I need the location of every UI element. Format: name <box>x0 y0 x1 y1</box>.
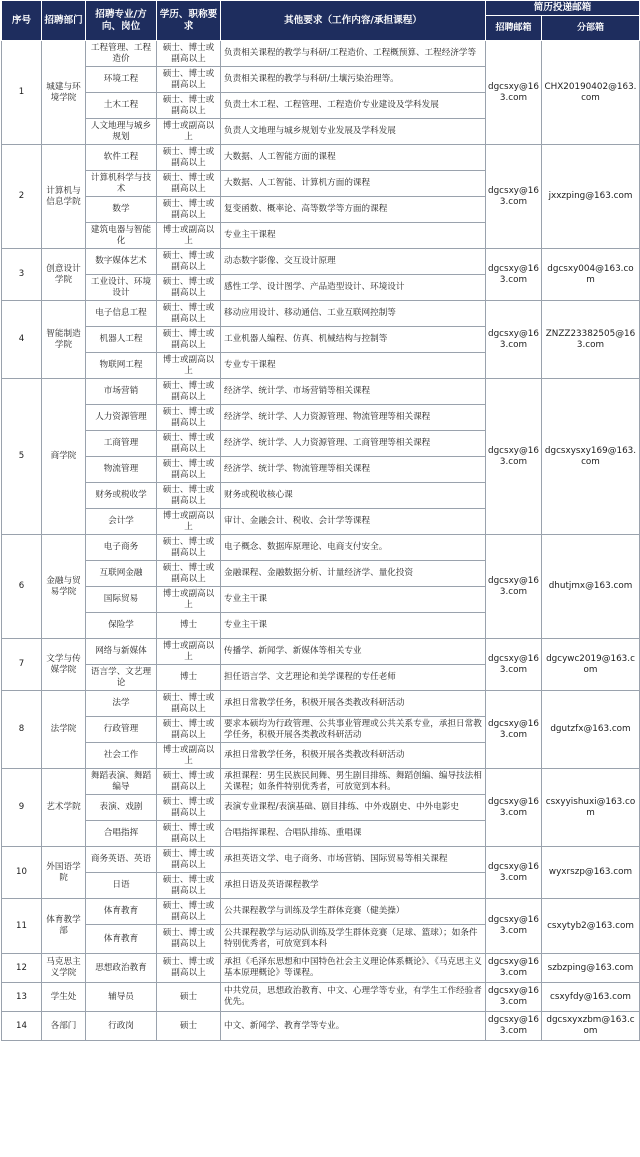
branch-email: dhutjmx@163.com <box>542 535 640 639</box>
recruit-email: dgcsxy@163.com <box>486 691 542 769</box>
branch-email: jxxzping@163.com <box>542 145 640 249</box>
major-cell: 数字媒体艺术 <box>86 249 157 275</box>
degree-cell: 硕士、博士或副高以上 <box>157 249 221 275</box>
degree-cell: 博士或副高以上 <box>157 223 221 249</box>
degree-cell: 硕士、博士或副高以上 <box>157 457 221 483</box>
degree-cell: 硕士、博士或副高以上 <box>157 954 221 983</box>
major-cell: 社会工作 <box>86 743 157 769</box>
branch-email: wyxrszp@163.com <box>542 847 640 899</box>
requirements-cell: 金融课程、金融数据分析、计量经济学、量化投资 <box>221 561 486 587</box>
major-cell: 体育教育 <box>86 899 157 925</box>
department-name: 各部门 <box>42 1012 86 1041</box>
degree-cell: 硕士、博士或副高以上 <box>157 899 221 925</box>
recruitment-table <box>1 0 640 1041</box>
requirements-cell: 负责土木工程、工程管理、工程造价专业建设及学科发展 <box>221 93 486 119</box>
major-cell: 表演、戏剧 <box>86 795 157 821</box>
row-number: 14 <box>2 1012 42 1041</box>
degree-cell: 硕士、博士或副高以上 <box>157 405 221 431</box>
requirements-cell: 负责人文地理与城乡规划专业发展及学科发展 <box>221 119 486 145</box>
degree-cell: 硕士、博士或副高以上 <box>157 821 221 847</box>
degree-cell: 博士或副高以上 <box>157 119 221 145</box>
table-body <box>2 41 640 1041</box>
degree-cell: 硕士、博士或副高以上 <box>157 691 221 717</box>
branch-email: csxyyishuxi@163.com <box>542 769 640 847</box>
table-row <box>2 301 640 327</box>
table-row <box>2 847 640 873</box>
recruit-email: dgcsxy@163.com <box>486 535 542 639</box>
major-cell: 会计学 <box>86 509 157 535</box>
table-row <box>2 899 640 925</box>
department-name: 学生处 <box>42 983 86 1012</box>
major-cell: 保险学 <box>86 613 157 639</box>
header-email-group: 简历投递邮箱 <box>486 1 640 16</box>
degree-cell: 博士或副高以上 <box>157 353 221 379</box>
table-row <box>2 249 640 275</box>
department-name: 文学与传媒学院 <box>42 639 86 691</box>
table-row <box>2 535 640 561</box>
degree-cell: 硕士、博士或副高以上 <box>157 431 221 457</box>
requirements-cell: 公共课程教学与运动队训练及学生群体竞赛（足球、篮球）；如条件特别优秀者，可放宽到本科 <box>221 925 486 954</box>
major-cell: 物联网工程 <box>86 353 157 379</box>
recruit-email: dgcsxy@163.com <box>486 249 542 301</box>
major-cell: 工程管理、工程造价 <box>86 41 157 67</box>
major-cell: 工业设计、环境设计 <box>86 275 157 301</box>
department-name: 艺术学院 <box>42 769 86 847</box>
header-major: 招聘专业/方向、岗位 <box>86 1 157 41</box>
degree-cell: 硕士、博士或副高以上 <box>157 925 221 954</box>
requirements-cell: 大数据、人工智能、计算机方面的课程 <box>221 171 486 197</box>
row-number: 13 <box>2 983 42 1012</box>
requirements-cell: 承担日语及英语课程教学 <box>221 873 486 899</box>
degree-cell: 硕士、博士或副高以上 <box>157 873 221 899</box>
row-number: 2 <box>2 145 42 249</box>
table-row <box>2 41 640 67</box>
major-cell: 语言学、文艺理论 <box>86 665 157 691</box>
requirements-cell: 专业主干课 <box>221 587 486 613</box>
degree-cell: 博士或副高以上 <box>157 743 221 769</box>
row-number: 12 <box>2 954 42 983</box>
major-cell: 辅导员 <box>86 983 157 1012</box>
requirements-cell: 传播学、新闻学、新媒体等相关专业 <box>221 639 486 665</box>
department-name: 马克思主义学院 <box>42 954 86 983</box>
table-row <box>2 983 640 1012</box>
table-row <box>2 769 640 795</box>
major-cell: 机器人工程 <box>86 327 157 353</box>
requirements-cell: 公共课程教学与训练及学生群体竞赛（健美操） <box>221 899 486 925</box>
degree-cell: 博士或副高以上 <box>157 587 221 613</box>
requirements-cell: 合唱指挥课程、合唱队排练、重唱课 <box>221 821 486 847</box>
degree-cell: 硕士、博士或副高以上 <box>157 483 221 509</box>
table-row <box>2 145 640 171</box>
requirements-cell: 承担日常教学任务，积极开展各类教改科研活动 <box>221 691 486 717</box>
major-cell: 计算机科学与技术 <box>86 171 157 197</box>
department-name: 商学院 <box>42 379 86 535</box>
row-number: 7 <box>2 639 42 691</box>
branch-email: dgcywc2019@163.com <box>542 639 640 691</box>
department-name: 智能制造学院 <box>42 301 86 379</box>
major-cell: 人文地理与城乡规划 <box>86 119 157 145</box>
department-name: 体育教学部 <box>42 899 86 954</box>
degree-cell: 博士或副高以上 <box>157 509 221 535</box>
recruit-email: dgcsxy@163.com <box>486 983 542 1012</box>
degree-cell: 硕士、博士或副高以上 <box>157 847 221 873</box>
row-number: 11 <box>2 899 42 954</box>
requirements-cell: 担任语言学、文艺理论和美学课程的专任老师 <box>221 665 486 691</box>
degree-cell: 硕士、博士或副高以上 <box>157 145 221 171</box>
requirements-cell: 负责相关课程的教学与科研/工程造价、工程概预算、工程经济学等 <box>221 41 486 67</box>
branch-email: csxyfdy@163.com <box>542 983 640 1012</box>
requirements-cell: 负责相关课程的教学与科研/土壤污染治理等。 <box>221 67 486 93</box>
recruit-email: dgcsxy@163.com <box>486 954 542 983</box>
row-number: 4 <box>2 301 42 379</box>
department-name: 计算机与信息学院 <box>42 145 86 249</box>
major-cell: 财务或税收学 <box>86 483 157 509</box>
recruit-email: dgcsxy@163.com <box>486 301 542 379</box>
degree-cell: 硕士、博士或副高以上 <box>157 795 221 821</box>
department-name: 创意设计学院 <box>42 249 86 301</box>
requirements-cell: 中共党员，思想政治教育、中文、心理学等专业，有学生工作经验者优先。 <box>221 983 486 1012</box>
major-cell: 行政岗 <box>86 1012 157 1041</box>
requirements-cell: 专业主干课 <box>221 613 486 639</box>
degree-cell: 硕士、博士或副高以上 <box>157 717 221 743</box>
major-cell: 软件工程 <box>86 145 157 171</box>
degree-cell: 硕士、博士或副高以上 <box>157 41 221 67</box>
degree-cell: 博士 <box>157 613 221 639</box>
major-cell: 电子商务 <box>86 535 157 561</box>
branch-email: CHX20190402@163.com <box>542 41 640 145</box>
header-recruit-email: 招聘邮箱 <box>486 16 542 41</box>
major-cell: 人力资源管理 <box>86 405 157 431</box>
header-degree: 学历、职称要求 <box>157 1 221 41</box>
requirements-cell: 审计、金融会计、税收、会计学等课程 <box>221 509 486 535</box>
requirements-cell: 专业主干课程 <box>221 223 486 249</box>
department-name: 金融与贸易学院 <box>42 535 86 639</box>
major-cell: 市场营销 <box>86 379 157 405</box>
table-row <box>2 691 640 717</box>
major-cell: 数学 <box>86 197 157 223</box>
row-number: 6 <box>2 535 42 639</box>
department-name: 城建与环境学院 <box>42 41 86 145</box>
recruit-email: dgcsxy@163.com <box>486 847 542 899</box>
recruit-email: dgcsxy@163.com <box>486 145 542 249</box>
major-cell: 电子信息工程 <box>86 301 157 327</box>
degree-cell: 硕士、博士或副高以上 <box>157 197 221 223</box>
table-row <box>2 954 640 983</box>
major-cell: 工商管理 <box>86 431 157 457</box>
degree-cell: 硕士、博士或副高以上 <box>157 301 221 327</box>
degree-cell: 博士 <box>157 665 221 691</box>
header-no: 序号 <box>2 1 42 41</box>
recruit-email: dgcsxy@163.com <box>486 41 542 145</box>
degree-cell: 硕士、博士或副高以上 <box>157 67 221 93</box>
major-cell: 环境工程 <box>86 67 157 93</box>
row-number: 5 <box>2 379 42 535</box>
degree-cell: 硕士、博士或副高以上 <box>157 561 221 587</box>
row-number: 10 <box>2 847 42 899</box>
major-cell: 思想政治教育 <box>86 954 157 983</box>
major-cell: 体育教育 <box>86 925 157 954</box>
requirements-cell: 动态数字影像、交互设计原理 <box>221 249 486 275</box>
degree-cell: 硕士 <box>157 983 221 1012</box>
degree-cell: 硕士、博士或副高以上 <box>157 171 221 197</box>
recruit-email: dgcsxy@163.com <box>486 1012 542 1041</box>
header-branch-email: 分部箱 <box>542 16 640 41</box>
department-name: 外国语学院 <box>42 847 86 899</box>
requirements-cell: 经济学、统计学、人力资源管理、物流管理等相关课程 <box>221 405 486 431</box>
degree-cell: 硕士、博士或副高以上 <box>157 535 221 561</box>
degree-cell: 硕士、博士或副高以上 <box>157 769 221 795</box>
branch-email: ZNZZ23382505@163.com <box>542 301 640 379</box>
row-number: 8 <box>2 691 42 769</box>
branch-email: dgcsxysxy169@163.com <box>542 379 640 535</box>
recruit-email: dgcsxy@163.com <box>486 379 542 535</box>
row-number: 3 <box>2 249 42 301</box>
major-cell: 合唱指挥 <box>86 821 157 847</box>
degree-cell: 硕士、博士或副高以上 <box>157 275 221 301</box>
table-row <box>2 639 640 665</box>
requirements-cell: 移动应用设计、移动通信、工业互联网控制等 <box>221 301 486 327</box>
requirements-cell: 承担课程：男生民族民间舞、男生剧目排练、舞蹈创编、编导技法相关课程；如条件特别优秀者，可放宽到本科。 <box>221 769 486 795</box>
major-cell: 日语 <box>86 873 157 899</box>
recruit-email: dgcsxy@163.com <box>486 769 542 847</box>
header-dept: 招聘部门 <box>42 1 86 41</box>
major-cell: 商务英语、英语 <box>86 847 157 873</box>
requirements-cell: 经济学、统计学、市场营销等相关课程 <box>221 379 486 405</box>
department-name: 法学院 <box>42 691 86 769</box>
requirements-cell: 财务或税收核心课 <box>221 483 486 509</box>
major-cell: 舞蹈表演、舞蹈编导 <box>86 769 157 795</box>
row-number: 9 <box>2 769 42 847</box>
degree-cell: 硕士 <box>157 1012 221 1041</box>
requirements-cell: 感性工学、设计图学、产品造型设计、环境设计 <box>221 275 486 301</box>
row-number: 1 <box>2 41 42 145</box>
table-row <box>2 379 640 405</box>
degree-cell: 硕士、博士或副高以上 <box>157 327 221 353</box>
recruit-email: dgcsxy@163.com <box>486 899 542 954</box>
major-cell: 互联网金融 <box>86 561 157 587</box>
major-cell: 土木工程 <box>86 93 157 119</box>
requirements-cell: 专业专干课程 <box>221 353 486 379</box>
branch-email: szbzping@163.com <box>542 954 640 983</box>
table-row <box>2 1012 640 1041</box>
branch-email: dgutzfx@163.com <box>542 691 640 769</box>
degree-cell: 硕士、博士或副高以上 <box>157 93 221 119</box>
requirements-cell: 复变函数、概率论、高等数学等方面的课程 <box>221 197 486 223</box>
requirements-cell: 承担日常教学任务，积极开展各类教改科研活动 <box>221 743 486 769</box>
requirements-cell: 大数据、人工智能方面的课程 <box>221 145 486 171</box>
degree-cell: 博士或副高以上 <box>157 639 221 665</box>
table-header <box>2 1 640 41</box>
requirements-cell: 要求本硕均为行政管理、公共事业管理或公共关系专业，承担日常教学任务，积极开展各类教改科研活动 <box>221 717 486 743</box>
major-cell: 法学 <box>86 691 157 717</box>
recruit-email: dgcsxy@163.com <box>486 639 542 691</box>
major-cell: 国际贸易 <box>86 587 157 613</box>
requirements-cell: 经济学、统计学、人力资源管理、工商管理等相关课程 <box>221 431 486 457</box>
branch-email: dgcsxyxzbm@163.com <box>542 1012 640 1041</box>
requirements-cell: 电子概念、数据库原理论、电商支付安全。 <box>221 535 486 561</box>
degree-cell: 硕士、博士或副高以上 <box>157 379 221 405</box>
major-cell: 行政管理 <box>86 717 157 743</box>
requirements-cell: 表演专业课程/表演基础、剧目排练、中外戏剧史、中外电影史 <box>221 795 486 821</box>
requirements-cell: 承担《毛泽东思想和中国特色社会主义理论体系概论》、《马克思主义基本原理概论》等课程。 <box>221 954 486 983</box>
header-requirements: 其他要求（工作内容/承担课程） <box>221 1 486 41</box>
major-cell: 网络与新媒体 <box>86 639 157 665</box>
major-cell: 建筑电器与智能化 <box>86 223 157 249</box>
requirements-cell: 工业机器人编程、仿真、机械结构与控制等 <box>221 327 486 353</box>
requirements-cell: 承担英语文学、电子商务、市场营销、国际贸易等相关课程 <box>221 847 486 873</box>
branch-email: dgcsxy004@163.com <box>542 249 640 301</box>
branch-email: csxytyb2@163.com <box>542 899 640 954</box>
requirements-cell: 中文、新闻学、教育学等专业。 <box>221 1012 486 1041</box>
major-cell: 物流管理 <box>86 457 157 483</box>
requirements-cell: 经济学、统计学、物流管理等相关课程 <box>221 457 486 483</box>
